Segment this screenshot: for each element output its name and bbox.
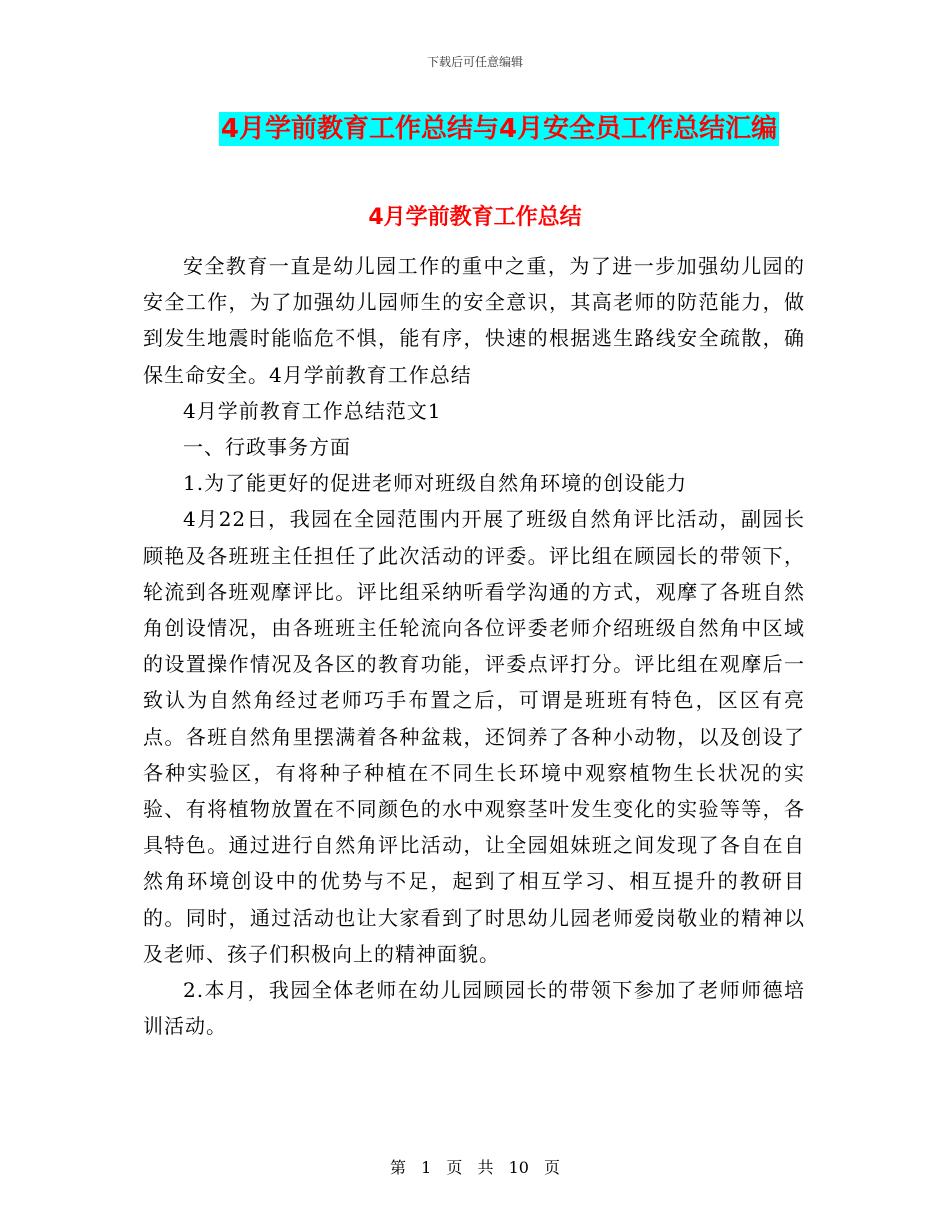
main-title-container (0, 112, 950, 146)
paragraph-nature-corner: 4月22日，我园在全园范围内开展了班级自然角评比活动，副园长顾艳及各班班主任担任了此次活动的评委。评比组在顾园长的带领下，轮流到各班观摩评比。评比组采纳听看学沟通的方式，观摩了各班自然角创设情况，由各班班主任轮流向各位评委老师介绍班级自然角中区域的设置操作情况及各区的教育功能，评委点评打分。评比组在观摩后一致认为自然角经过老师巧手布置之后，可谓是班班有特色，区区有亮点。各班自然角里摆满着各种盆栽，还饲养了各种小动物，以及创设了各种实验区，有将种子种植在不同生长环境中观察植物生长状况的实验、有将植物放置在不同颜色的水中观察茎叶发生变化的实验等等，各具特色。通过进行自然角评比活动，让全园姐妹班之间发现了各自在自然角环境创设中的优势与不足，起到了相互学习、相互提升的教研目的。同时，通过活动也让大家看到了时思幼儿园老师爱岗敬业的精神以及老师、孩子们积极向上的精神面貌。 (143, 507, 805, 966)
page-footer (0, 1155, 950, 1178)
total-prefix: 共 (477, 1158, 494, 1177)
paragraph-item-2: 2.本月，我园全体老师在幼儿园顾园长的带领下参加了老师师德培训活动。 (143, 978, 805, 1039)
page-label-mid: 页 (446, 1158, 463, 1177)
paragraph-item-1: 1.为了能更好的促进老师对班级自然角环境的创设能力 (183, 471, 688, 496)
paragraph-section-admin: 一、行政事务方面 (183, 435, 351, 460)
document-body (143, 248, 805, 1044)
section-title: 4月学前教育工作总结 (368, 205, 582, 230)
header-note: 下载后可任意编辑 (426, 55, 523, 69)
page-label-prefix: 第 (389, 1158, 406, 1177)
page-number: 1 (421, 1158, 432, 1177)
paragraph-sample-heading: 4月学前教育工作总结范文1 (183, 398, 442, 423)
total-suffix: 页 (544, 1158, 561, 1177)
total-pages: 10 (508, 1158, 529, 1177)
main-title: 4月学前教育工作总结与4月安全员工作总结汇编 (220, 114, 778, 144)
paragraph-intro: 安全教育一直是幼儿园工作的重中之重，为了进一步加强幼儿园的安全工作，为了加强幼儿园师生的安全意识，其高老师的防范能力，做到发生地震时能临危不惧，能有序，快速的根据逃生路线安全疏散，确保生命安全。4月学前教育工作总结 (143, 254, 805, 387)
